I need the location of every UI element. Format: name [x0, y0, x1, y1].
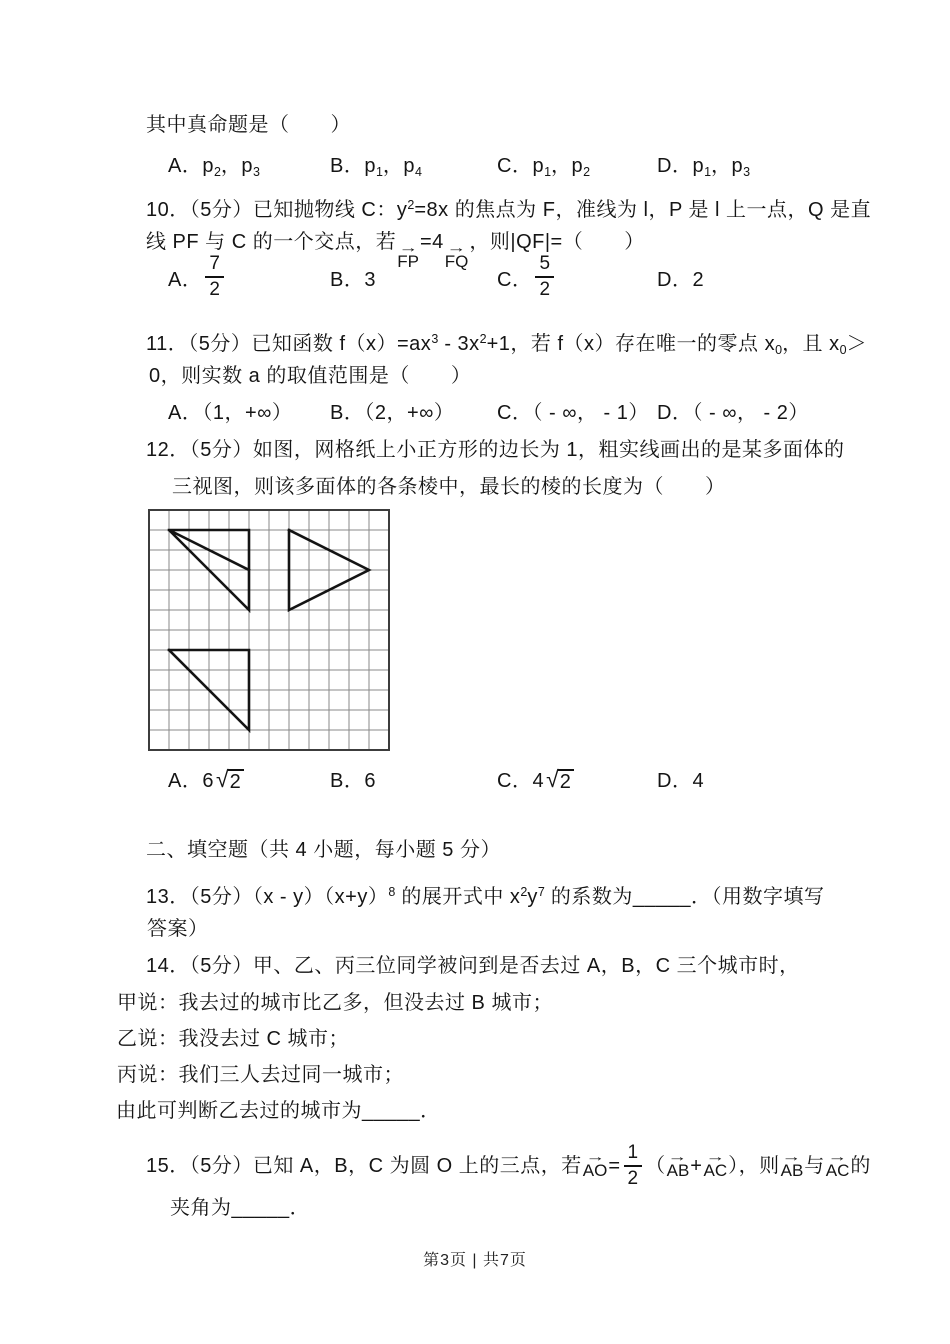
- q10-option-c: C． $\frac{5}{2}$: [497, 252, 557, 302]
- grid-figure: [147, 508, 391, 758]
- vector-AB: → AB: [780, 1148, 804, 1180]
- q12-option-c: C．4 √ 2: [497, 764, 574, 793]
- section2-heading: 二、填空题（共 4 小题，每小题 5 分）: [146, 839, 501, 861]
- vector-AO: → AO: [582, 1148, 608, 1180]
- q9-option-d: D．$p_1$，$p_3$: [657, 155, 751, 179]
- q15-line1: 15．（5分）已知 A，B，C 为圆 O 上的三点，若 → AO = $\frac{1}{2}$ （ → AB + → AC ），则 → AB 与 → AC 的: [146, 1142, 871, 1189]
- fraction: $\frac{5}{2}$: [535, 254, 554, 300]
- fraction: $\frac{7}{2}$: [205, 254, 224, 300]
- q14-statement-jia: 甲说：我去过的城市比乙多，但没去过 B 城市；: [117, 992, 553, 1014]
- q10-line2: 线 PF 与 C 的一个交点，若 → FP =4 → FQ ，则|QF|=（ ）: [146, 231, 645, 271]
- q12-option-d: D．4: [657, 770, 705, 792]
- q14-statement-bing: 丙说：我们三人去过同一城市；: [117, 1064, 404, 1086]
- q12-option-b: B．6: [330, 770, 376, 792]
- radical: √ 2: [546, 769, 574, 792]
- q14-line1: 14．（5分）甲、乙、丙三位同学被问到是否去过 A，B，C 三个城市时，: [146, 955, 800, 977]
- q13-line1: 13．（5分）$(x - y)(x+y)^8$ 的展开式中 $x^2y^7$ 的系数为_____．（用数字填写: [146, 885, 825, 908]
- fraction: $\frac{1}{2}$: [624, 1143, 643, 1189]
- q15-line2: 夹角为_____．: [170, 1197, 311, 1219]
- q10-line1: 10．（5分）已知抛物线 C：$y^2=8x$ 的焦点为 F，准线为 l，P 是 l 上一点，Q 是直: [146, 198, 872, 221]
- q13-line2: 答案）: [147, 918, 209, 940]
- q9-option-a: A．$p_2$，$p_3$: [168, 155, 260, 179]
- q9-stem: 其中真命题是（ ）: [146, 114, 351, 136]
- vector-AC: → AC: [825, 1148, 850, 1180]
- q11-line1: 11．（5分）已知函数 $f(x)=ax^3 - 3x^2+1$，若 f（x）存在唯一的零点 $x_0$，且 $x_0>$: [146, 332, 868, 357]
- q14-statement-yi: 乙说：我没去过 C 城市；: [117, 1028, 350, 1050]
- q11-option-c: C．（ - ∞， - 1）: [497, 402, 649, 424]
- q12-line2: 三视图，则该多面体的各条棱中，最长的棱的长度为（ ）: [172, 476, 726, 498]
- q12-option-a: A．6 √ 2: [168, 764, 244, 793]
- q11-option-d: D．（ - ∞， - 2）: [657, 402, 809, 424]
- q11-option-b: B．（2，+∞）: [330, 402, 455, 424]
- vector-AB: → AB: [666, 1148, 690, 1180]
- q12-line1: 12．（5分）如图，网格纸上小正方形的边长为 1，粗实线画出的是某多面体的: [146, 439, 845, 461]
- q10-option-d: D．2: [657, 268, 705, 291]
- q10-option-b: B．3: [330, 268, 376, 291]
- q10-option-a: A． $\frac{7}{2}$: [168, 252, 227, 302]
- q9-option-b: B．$p_1$，$p_4$: [330, 155, 422, 179]
- vector-FQ: → FQ: [444, 240, 469, 271]
- q11-line2: 0，则实数 a 的取值范围是（ ）: [149, 365, 472, 387]
- vector-FP: → FP: [397, 240, 419, 271]
- radical: √ 2: [216, 769, 244, 792]
- q9-option-c: C．$p_1$，$p_2$: [497, 155, 591, 179]
- vector-AC: → AC: [703, 1148, 728, 1180]
- page-footer: 第3页 | 共7页: [423, 1252, 527, 1269]
- q11-option-a: A．（1，+∞）: [168, 402, 293, 424]
- q14-conclusion: 由此可判断乙去过的城市为_____．: [116, 1100, 441, 1122]
